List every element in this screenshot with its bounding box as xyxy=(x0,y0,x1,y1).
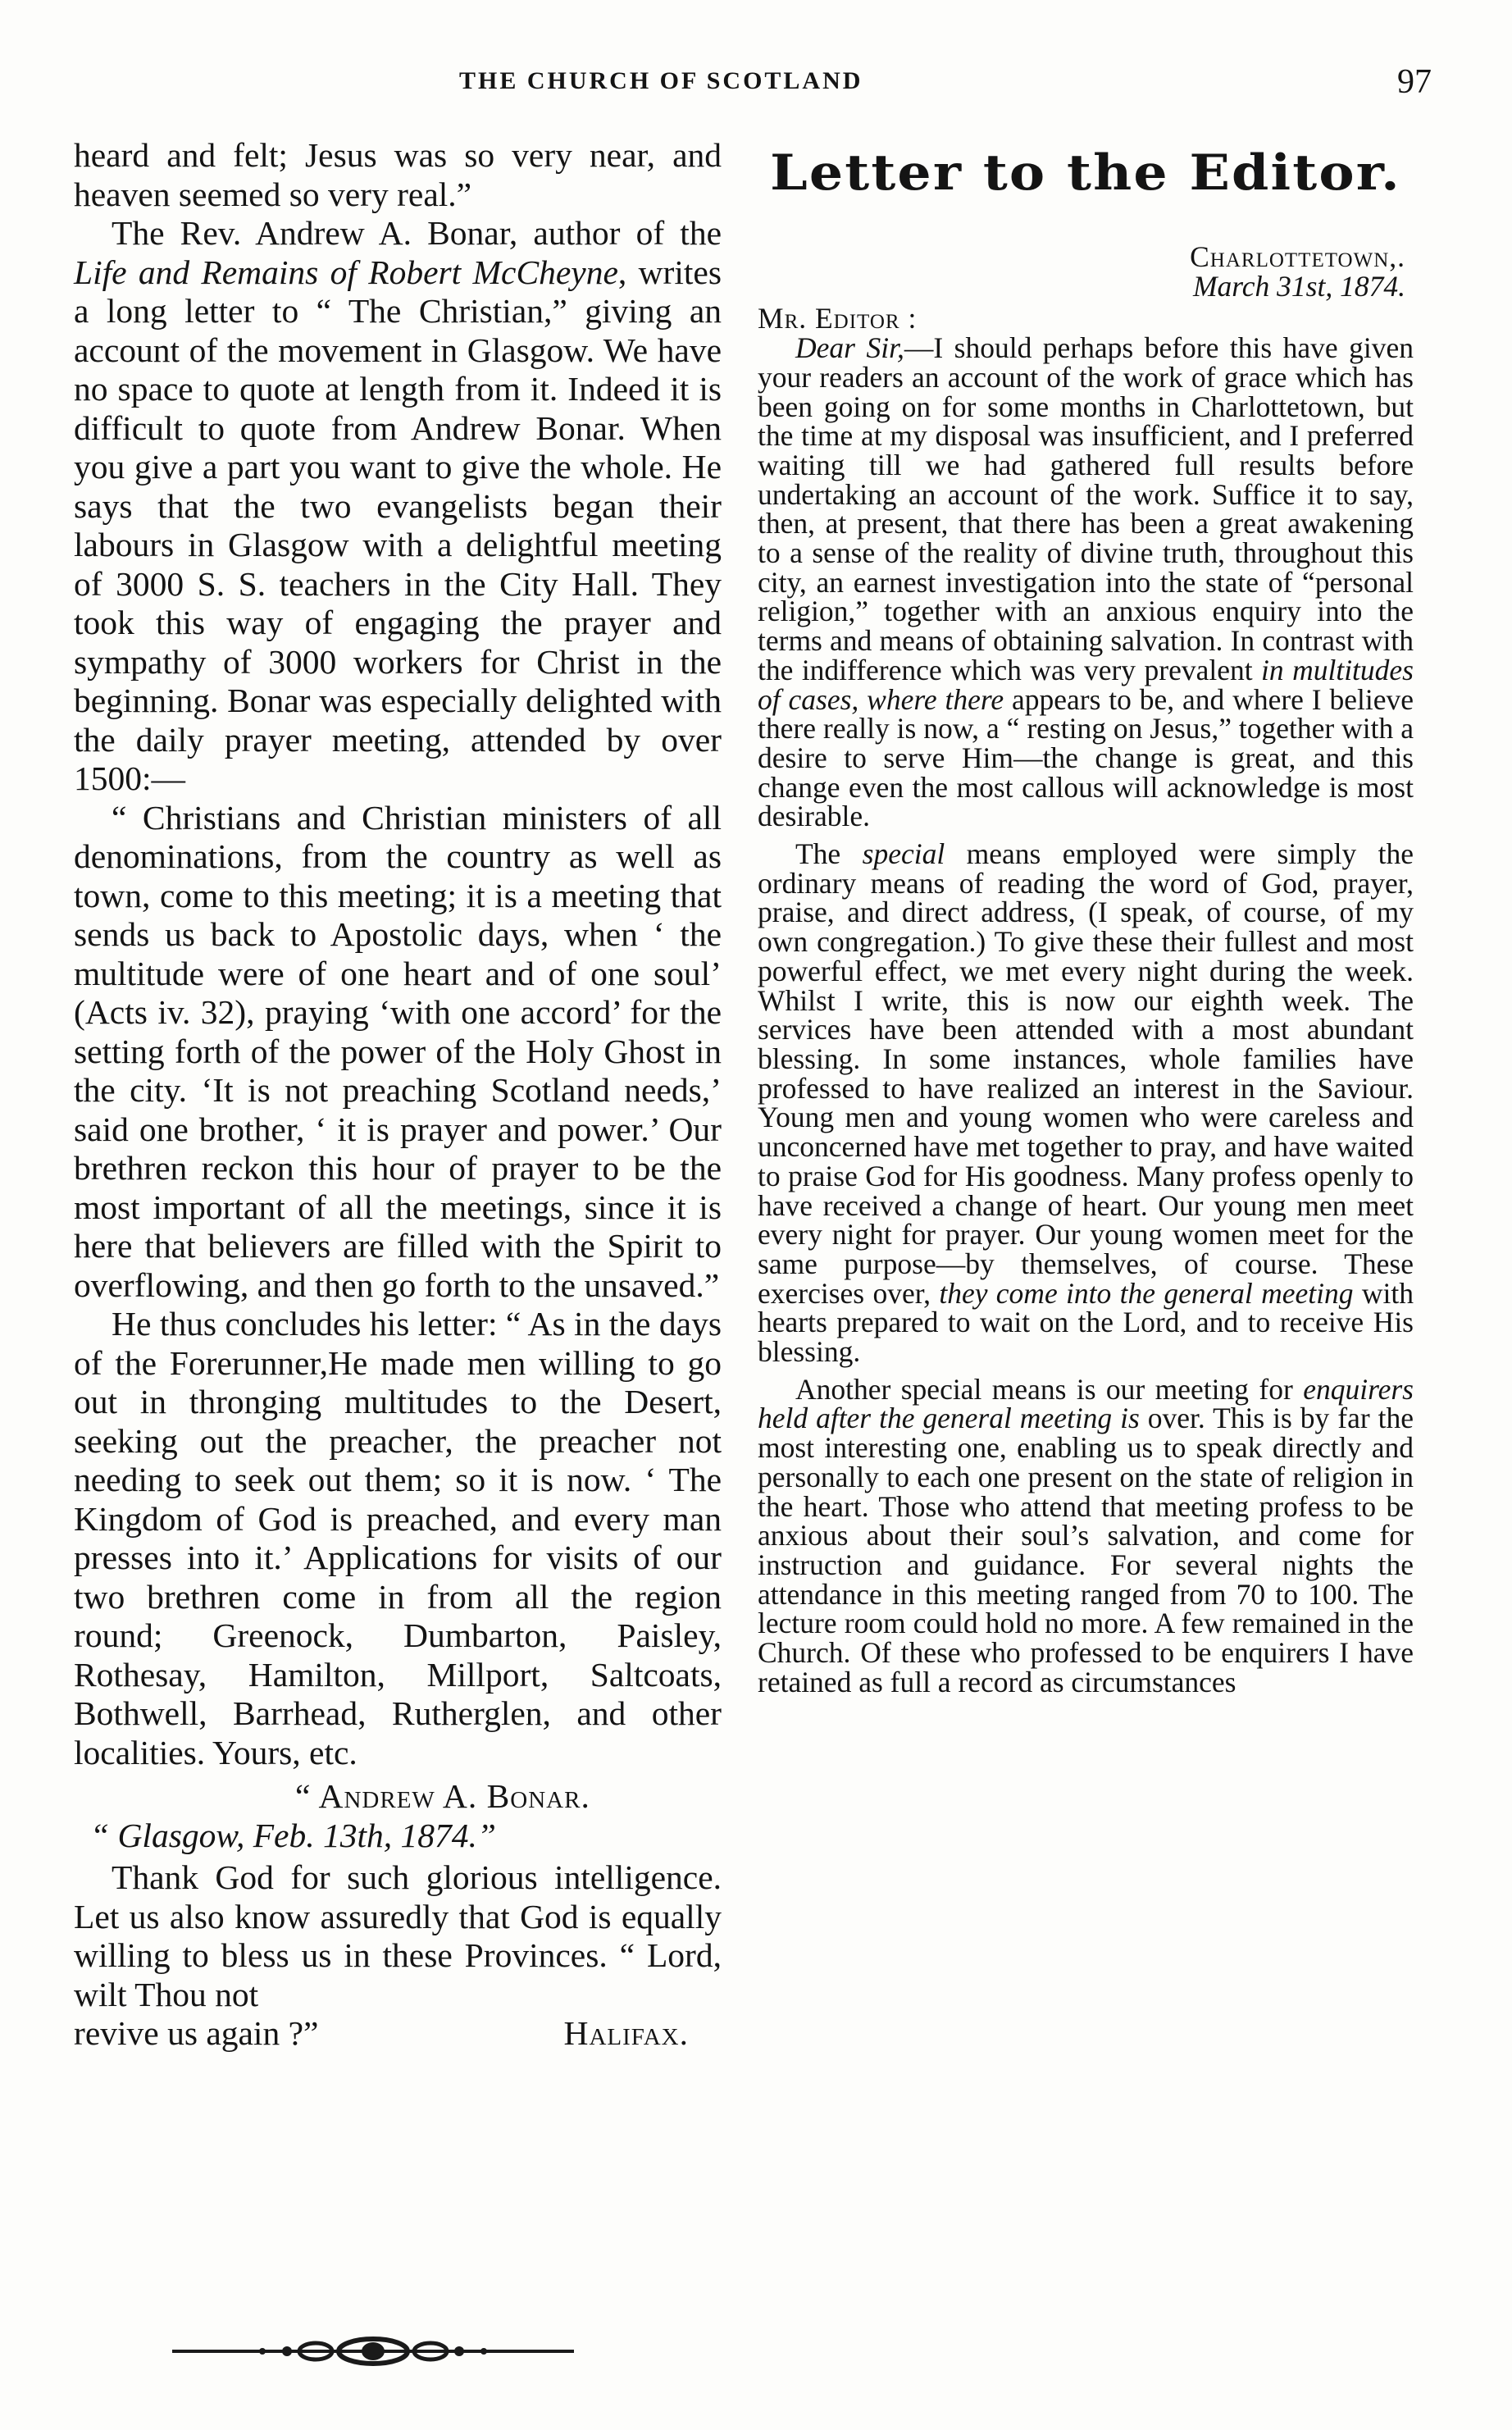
text-run: The Rev. Andrew A. Bonar, author of the xyxy=(112,214,722,252)
paragraph-bonar-intro xyxy=(74,214,722,799)
signoff: Halifax. xyxy=(563,2014,689,2052)
dateline-date xyxy=(758,269,1405,303)
book-title: Life and Remains of Robert McCheyne xyxy=(74,253,618,291)
right-column xyxy=(758,136,1414,1697)
signature-place-text: “ Glasgow, Feb. 13th, 1874.” xyxy=(90,1816,496,1854)
text-run: appears to be, and where I believe there really is now, a “ resting on Jesus,” together with a desire to serve Him—the change is great, and this change even the most callous will acknowledge is most desirable. xyxy=(758,682,1414,833)
text-run: —I should perhaps before this have given your readers an account of the work of grace which has been going on for some months in Charlottetown, but the time at my disposal was insufficient, and I preferred waiting till we had gathered full results before undertaking an account of the work. Suffice it to say, then, at present, that there has been a great awakening to a sense of the reality of divine truth, throughout this city, an earnest investigation into the state of “personal religion,” together with an anxious enquiry into the terms and means of obtaining salvation. In contrast with the indifference which was very prevalent xyxy=(758,331,1414,686)
paragraph-letter-2 xyxy=(758,837,1414,1369)
text-run-italic: enquirers held after the general meeting is xyxy=(758,1372,1414,1435)
salutation: Mr. Editor : xyxy=(758,302,918,335)
text-run: Another special means is our meeting for xyxy=(795,1372,1304,1406)
text-run-italic: special xyxy=(862,837,945,871)
greeting: Dear Sir, xyxy=(795,331,904,365)
dateline-place: Charlottetown,. xyxy=(1190,240,1405,273)
letter-heading: Letter to the Editor. xyxy=(770,144,1401,202)
text-run-italic: they come into the general meeting xyxy=(939,1276,1354,1310)
text-run: , writes a long letter to “ The Christian,” giving an account of the movement in Glasgow. We have no space to quote at length from it. Indeed it is difficult to quote from Andrew Bonar. When you give a part you want to give the whole. He says that the two evangelists began their labours in Glasgow with a delightful meeting of 3000 S. S. teachers in the City Hall. They took this way of engaging the prayer and sympathy of 3000 workers for Christ in the beginning. Bonar was especially delighted with the daily prayer meeting, attended by over 1500:— xyxy=(74,253,722,797)
paragraph-closing: Thank God for such glorious intelligence. Let us also know assuredly that God is equally willing to bless us in these Provinces. “ Lord, wilt Thou not xyxy=(74,1858,722,2013)
paragraph-continuation: heard and felt; Jesus was so very near, and heaven seemed so very real.” xyxy=(74,136,722,213)
ornament-divider-icon xyxy=(172,2331,574,2372)
paragraph-letter-1 xyxy=(758,331,1414,833)
text-run: over. This is by far the most interesting one, enabling us to speak directly and personally to each one present on the state of religion in the heart. Those who attend that meeting profess to be anxious about their soul’s salvation, and come for instruction and guidance. For several nights the attendance in this meeting ranged from 70 to 100. The lecture room could hold no more. A few remained in the Church. Of these who professed to be enquirers I have retained as full a record as circumstances xyxy=(758,1402,1414,1698)
text-run-italic: in multitudes of cases, where there xyxy=(758,653,1414,716)
signature-place xyxy=(74,1817,722,1856)
left-column xyxy=(74,136,722,2054)
paragraph-bonar-quote: “ Christians and Christian ministers of all denominations, from the country as well as town, come to this meeting; it is a meeting that sends us back to Apostolic days, when ‘ the multitude were of one heart and of one soul’ (Acts iv. 32), praying ‘with one accord’ for the setting forth of the power of the Holy Ghost in the city. ‘It is not preaching Scotland needs,’ said one brother, ‘ it is prayer and power.’ Our brethren reckon this hour of prayer to be the most important of all the meetings, since it is here that believers are filled with the Spirit to overflowing, and then go forth to the unsaved.” xyxy=(74,798,722,1304)
running-header xyxy=(0,63,1512,116)
page-number: 97 xyxy=(1397,63,1432,101)
paragraph-bonar-conclusion: He thus concludes his letter: “ As in the days of the Forerunner,He made men willing to go out in thronging multitudes to the Desert, seeking out the preacher, the preacher not needing to seek out them; so it is now. ‘ The Kingdom of God is preached, and every man presses into it.’ Applications for visits of our two brethren come in from all the region round; Greenock, Dumbarton, Paisley, Rothesay, Hamilton, Millport, Saltcoats, Bothwell, Barrhead, Rutherglen, and other localities. Yours, etc. xyxy=(74,1305,722,1771)
signature-name: “ Andrew A. Bonar. xyxy=(295,1777,590,1815)
dateline-date-text: March 31st, 1874. xyxy=(1192,269,1405,303)
closing-line xyxy=(74,2014,722,2054)
closing-text: revive us again ?” xyxy=(74,2014,319,2052)
text-run: The xyxy=(795,837,863,871)
running-title: THE CHURCH OF SCOTLAND xyxy=(459,67,863,94)
paragraph-letter-3 xyxy=(758,1372,1414,1698)
text-run: with hearts prepared to wait on the Lord, and to receive His blessing. xyxy=(758,1276,1414,1369)
text-run: means employed were simply the ordinary means of reading the word of God, prayer, praise, and direct address, (I speak, of course, of my own congregation.) To give these their fullest and most powerful effect, we met every night during the week. Whilst I write, this is now our eighth week. The services have been attended with a most abundant blessing. In some instances, whole families have professed to have realized an interest in the Saviour. Young men and young women who were careless and unconcerned have met together to pray, and have waited to praise God for His goodness. Many profess openly to have received a change of heart. Our young men meet every night for prayer. Our young women meet for the same purpose—by themselves, of course. These exercises over, xyxy=(758,837,1414,1310)
